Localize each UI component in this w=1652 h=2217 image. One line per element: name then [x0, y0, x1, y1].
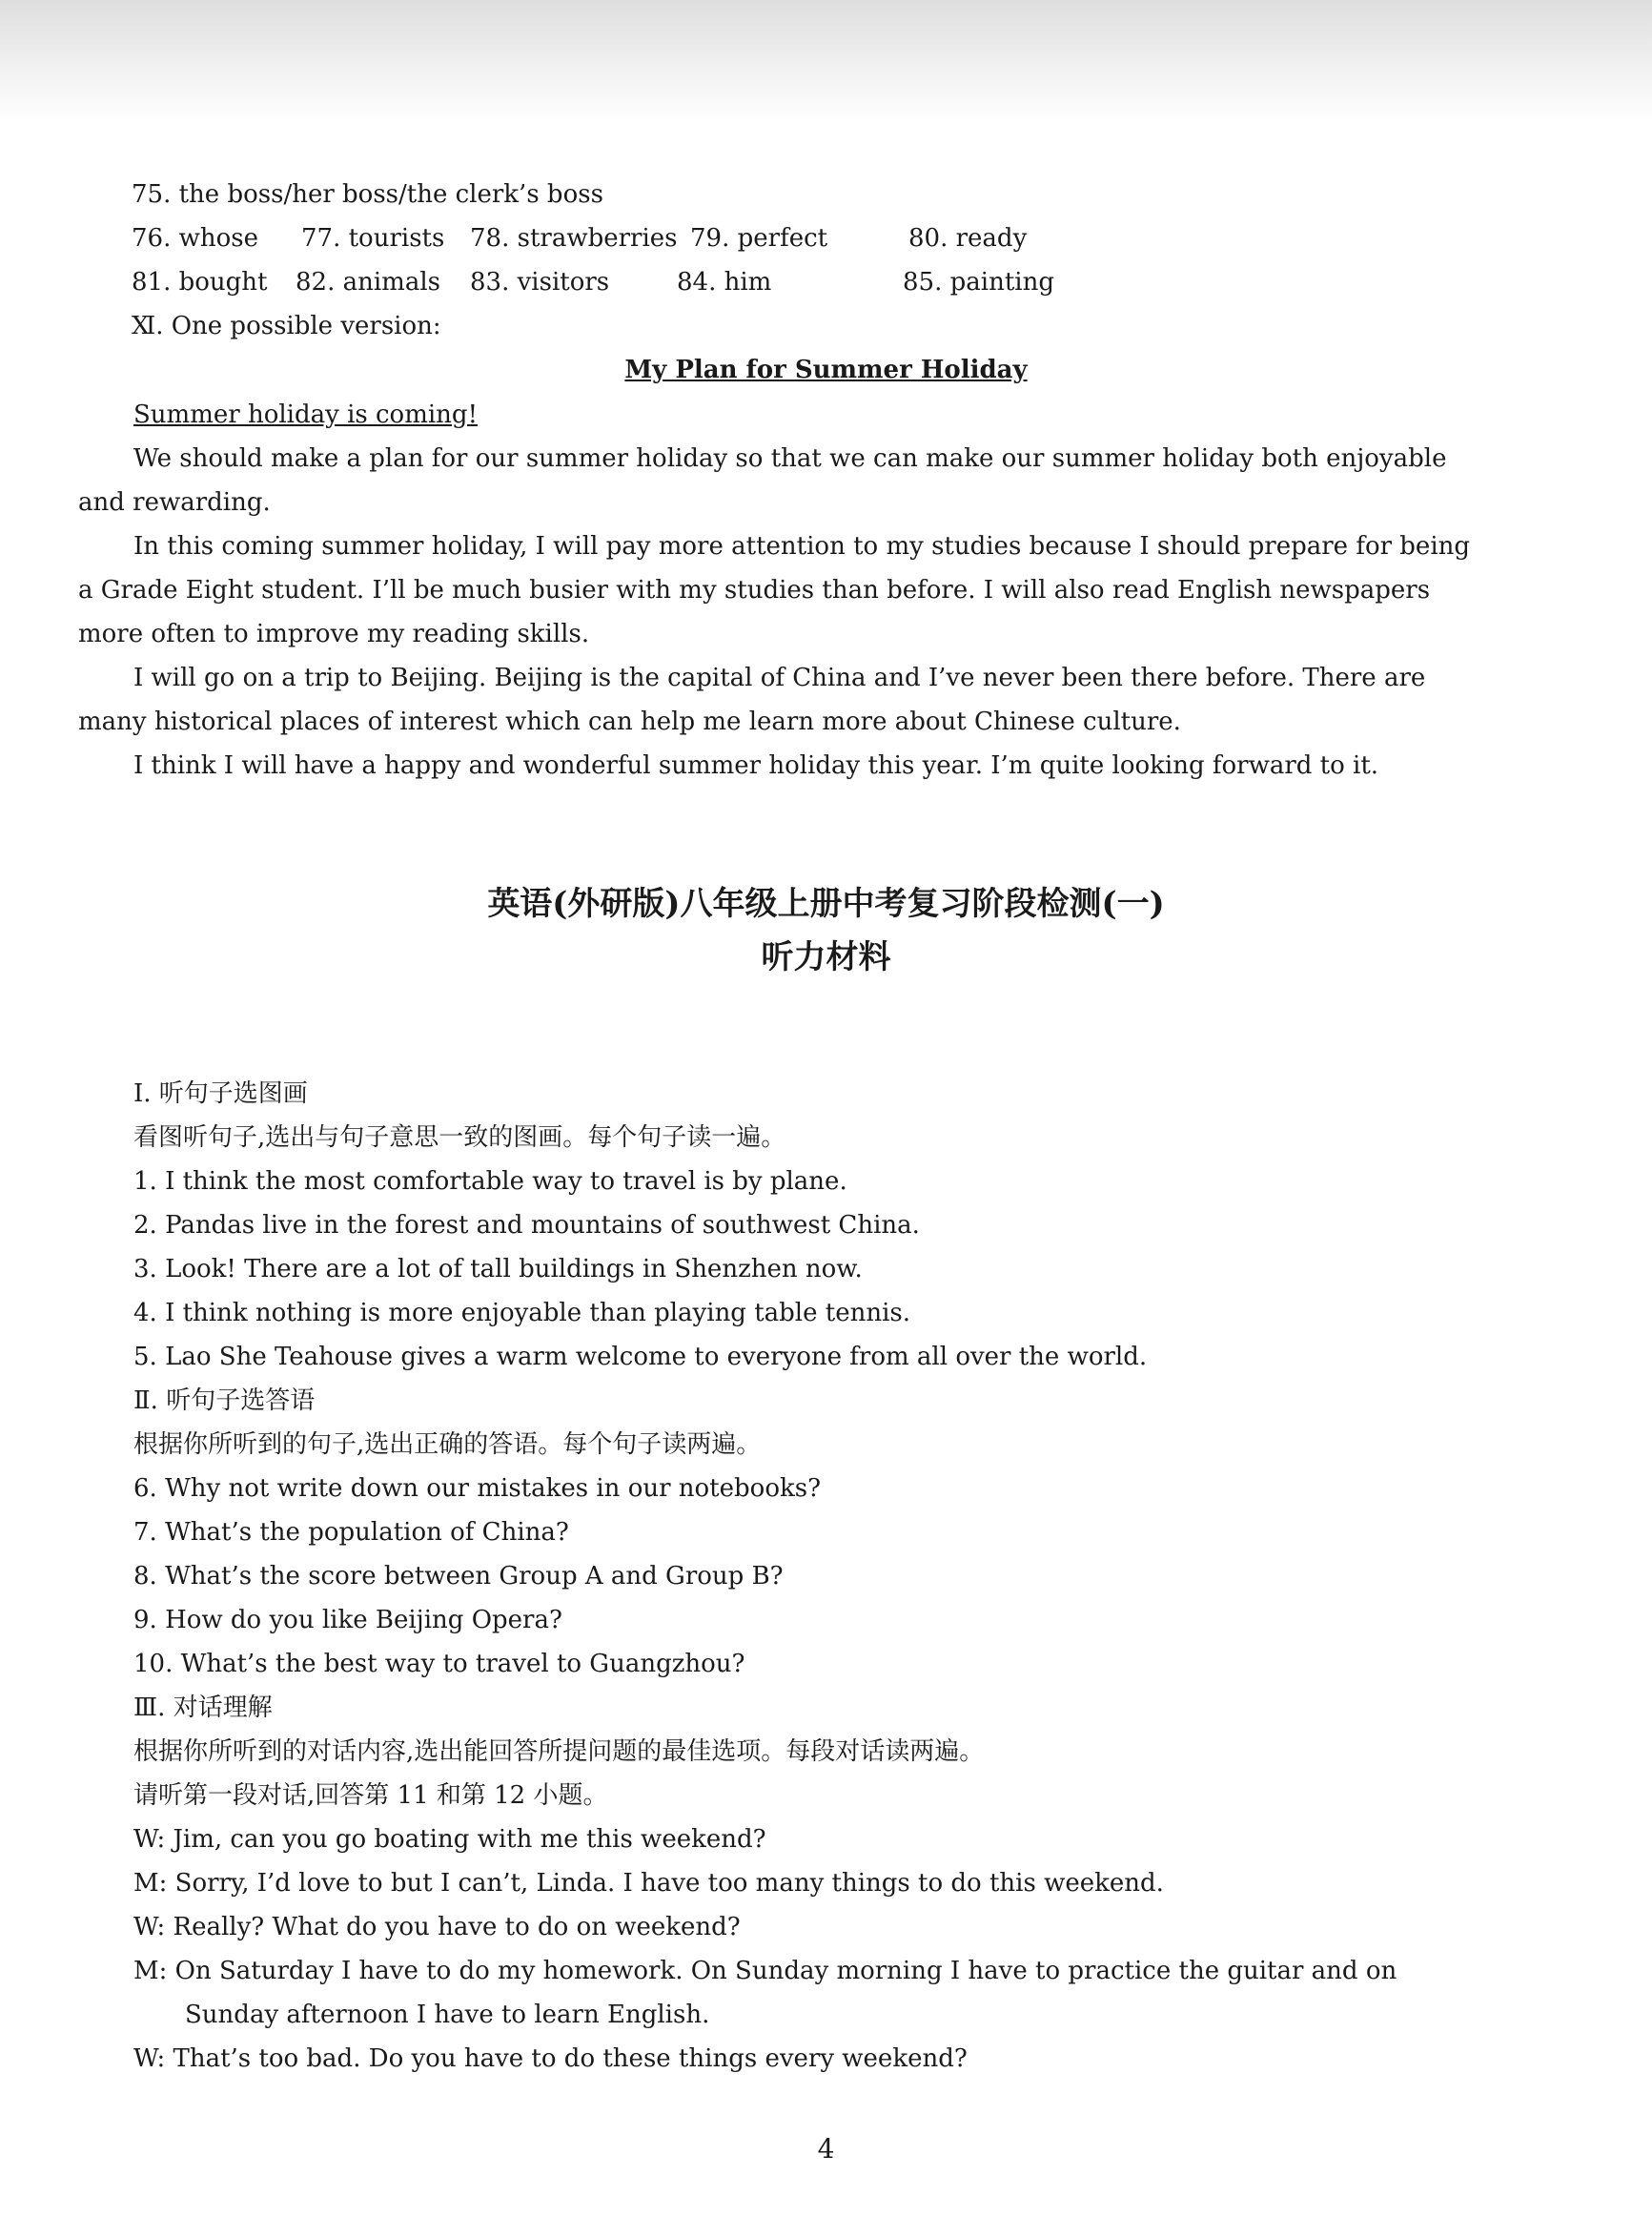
listening-title: 英语(外研版)八年级上册中考复习阶段检测(一) [487, 885, 1165, 923]
answer-76: 76. whose [132, 224, 258, 253]
listening-item-2: 2. Pandas live in the forest and mountains of southwest China. [133, 1211, 920, 1240]
listening-item-3: 3. Look! There are a lot of tall buildings in Shenzhen now. [133, 1255, 863, 1283]
essay-p3-line2: many historical places of interest which can help me learn more about Chinese culture. [78, 708, 1181, 736]
listening-item-6: 6. Why not write down our mistakes in our notebooks? [133, 1474, 822, 1503]
dialogue-line-3: W: Really? What do you have to do on weekend? [133, 1913, 741, 1941]
section-2-heading: Ⅱ. 听句子选答语 [133, 1386, 316, 1415]
essay-p1-line1: We should make a plan for our summer holiday so that we can make our summer holiday both enjoyable [133, 444, 1447, 473]
essay-p1-line2: and rewarding. [78, 488, 271, 517]
dialogue-line-2: M: Sorry, I’d love to but I can’t, Linda. I have too many things to do this weekend. [133, 1869, 1164, 1898]
section-3-prompt: 请听第一段对话,回答第 11 和第 12 小题。 [133, 1781, 608, 1810]
answer-83: 83. visitors [470, 268, 610, 297]
dialogue-line-5: Sunday afternoon I have to learn English. [185, 2001, 710, 2029]
dialogue-line-1: W: Jim, can you go boating with me this weekend? [133, 1825, 766, 1854]
listening-item-4: 4. I think nothing is more enjoyable than playing table tennis. [133, 1299, 911, 1327]
section-xi-heading: Ⅺ. One possible version: [132, 312, 441, 340]
essay-opening [133, 399, 491, 431]
answer-85: 85. painting [903, 268, 1054, 297]
essay-p3-line1: I will go on a trip to Beijing. Beijing is the capital of China and I’ve never been there before. There are [133, 664, 1426, 692]
section-1-instruction: 看图听句子,选出与句子意思一致的图画。每个句子读一遍。 [133, 1123, 786, 1152]
section-3-heading: Ⅲ. 对话理解 [133, 1694, 273, 1722]
answer-80: 80. ready [908, 224, 1028, 253]
listening-subtitle: 听力材料 [761, 938, 891, 976]
essay-p2-line2: a Grade Eight student. I’ll be much busier with my studies than before. I will also read English newspapers [78, 576, 1431, 605]
section-1-heading: Ⅰ. 听句子选图画 [133, 1079, 308, 1108]
dialogue-line-4: M: On Saturday I have to do my homework. On Sunday morning I have to practice the guitar and on [133, 1957, 1397, 1985]
essay-p4: I think I will have a happy and wonderful summer holiday this year. I’m quite looking forward to it. [133, 751, 1379, 780]
page-number: 4 [817, 2133, 835, 2165]
answer-75: 75. the boss/her boss/the clerk’s boss [132, 180, 603, 209]
section-2-instruction: 根据你所听到的句子,选出正确的答语。每个句子读两遍。 [133, 1430, 762, 1459]
listening-item-8: 8. What’s the score between Group A and Group B? [133, 1562, 784, 1591]
listening-item-7: 7. What’s the population of China? [133, 1518, 569, 1547]
answer-78: 78. strawberries [470, 224, 678, 253]
answer-77: 77. tourists [301, 224, 445, 253]
listening-item-5: 5. Lao She Teahouse gives a warm welcome to everyone from all over the world. [133, 1343, 1148, 1371]
answer-81: 81. bought [132, 268, 268, 297]
listening-item-10: 10. What’s the best way to travel to Guangzhou? [133, 1650, 745, 1678]
answer-82: 82. animals [296, 268, 440, 297]
section-3-instruction: 根据你所听到的对话内容,选出能回答所提问题的最佳选项。每段对话读两遍。 [133, 1737, 985, 1766]
essay-title: My Plan for Summer Holiday [624, 356, 1028, 384]
answer-79: 79. perfect [690, 224, 828, 253]
essay-p2-line1: In this coming summer holiday, I will pay more attention to my studies because I should prepare for being [133, 532, 1471, 561]
dialogue-line-6: W: That’s too bad. Do you have to do these things every weekend? [133, 2044, 968, 2073]
essay-p2-line3: more often to improve my reading skills. [78, 620, 590, 648]
answer-84: 84. him [677, 268, 772, 297]
listening-item-1: 1. I think the most comfortable way to travel is by plane. [133, 1167, 847, 1196]
listening-item-9: 9. How do you like Beijing Opera? [133, 1606, 562, 1634]
essay-opening-text: Summer holiday is coming! [133, 400, 479, 429]
